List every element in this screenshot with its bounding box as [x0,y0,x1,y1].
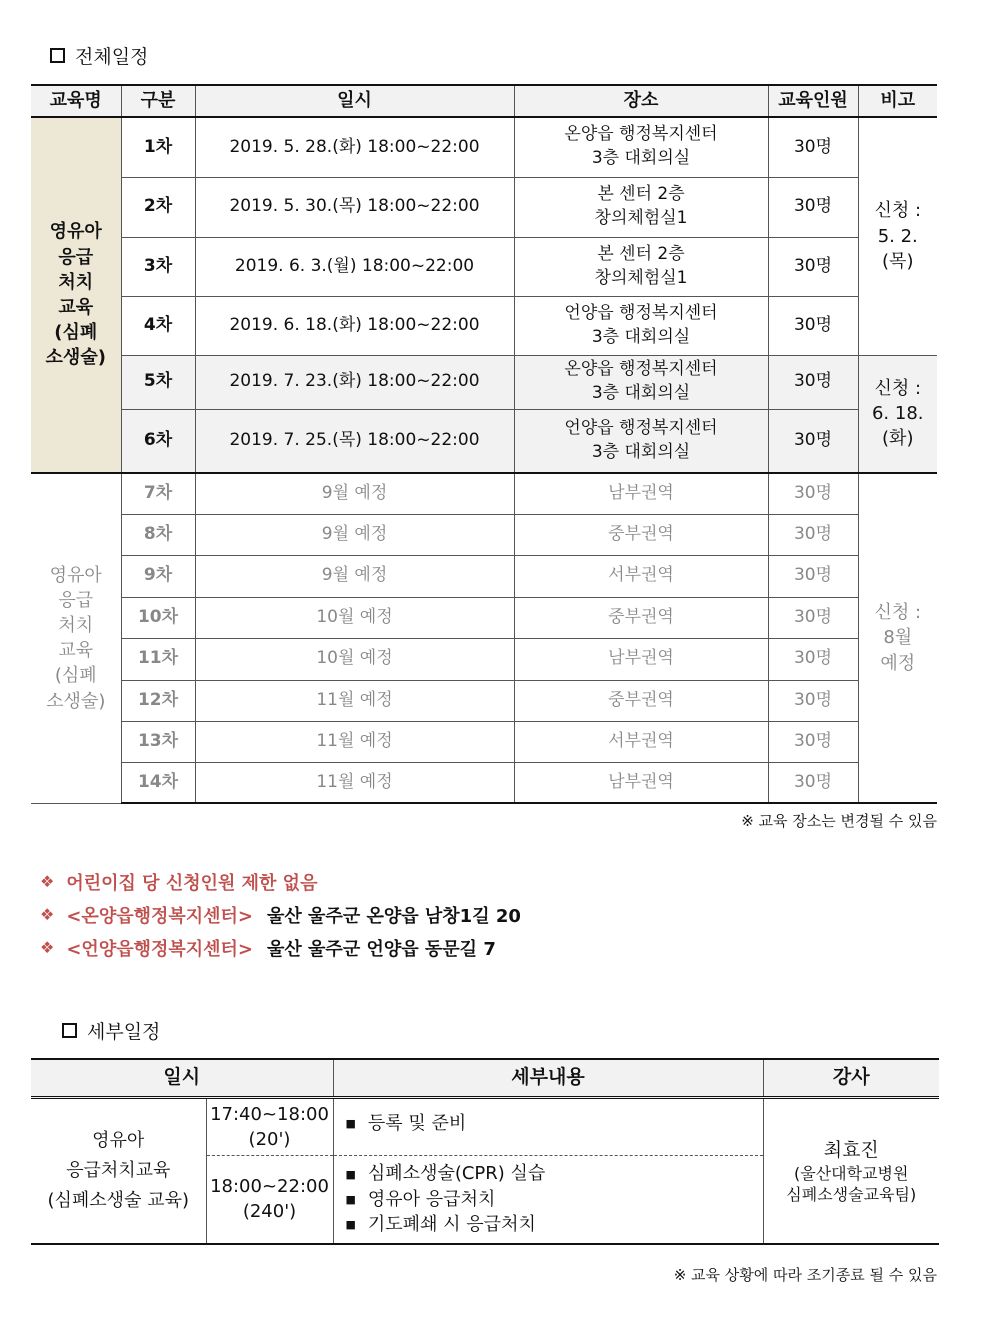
date-cell: 2019. 6. 18.(화) 18:00~22:00 [195,296,514,355]
detail-schedule-table [31,1058,939,1245]
round-cell: 7차 [121,473,195,514]
date-cell: 2019. 5. 30.(목) 18:00~22:00 [195,177,514,237]
venue-change-note: ※ 교육 장소는 변경될 수 있음 [741,812,937,830]
col-header: 세부내용 [333,1059,763,1098]
round-cell: 1차 [121,117,195,177]
date-cell: 9월 예정 [195,555,514,597]
round-cell: 4차 [121,296,195,355]
round-cell: 10차 [121,597,195,638]
round-cell: 3차 [121,237,195,296]
course-cell: 영유아 응급처치교육 (심폐소생술 교육) [31,1098,206,1244]
col-header: 교육인원 [768,85,858,117]
table-row [31,514,937,555]
col-header: 장소 [514,85,768,117]
round-cell: 2차 [121,177,195,237]
people-cell: 30명 [768,296,858,355]
table-row [31,355,937,409]
date-cell: 2019. 7. 23.(화) 18:00~22:00 [195,355,514,409]
date-cell: 2019. 5. 28.(화) 18:00~22:00 [195,117,514,177]
round-cell: 9차 [121,555,195,597]
date-cell: 2019. 7. 25.(목) 18:00~22:00 [195,409,514,473]
people-cell: 30명 [768,721,858,762]
people-cell: 30명 [768,680,858,721]
table-row [31,721,937,762]
people-cell: 30명 [768,597,858,638]
remark-cell: 신청 : 6. 18. (화) [858,355,937,473]
place-cell: 중부권역 [514,597,768,638]
time-slot-cell: 17:40~18:00 (20') [206,1098,333,1156]
people-cell: 30명 [768,514,858,555]
notice-item: ❖ <언양읍행정복지센터> 울산 울주군 언양읍 동문길 7 [40,938,496,960]
content-cell: ■ 심폐소생술(CPR) 실습 ■ 영유아 응급처치 ■ 기도폐쇄 시 응급처치 [333,1156,763,1244]
section-heading-overall [50,42,148,69]
table-row [31,177,937,237]
checkbox-square-icon [50,48,65,63]
col-header: 일시 [195,85,514,117]
people-cell: 30명 [768,177,858,237]
round-cell: 12차 [121,680,195,721]
people-cell: 30명 [768,117,858,177]
date-cell: 11월 예정 [195,762,514,803]
table-row [31,597,937,638]
table-header-row [31,1059,939,1098]
overall-schedule-table [31,84,937,804]
date-cell: 2019. 6. 3.(월) 18:00~22:00 [195,237,514,296]
round-cell: 6차 [121,409,195,473]
place-cell: 서부권역 [514,721,768,762]
table-row [31,1098,939,1156]
diamond-bullet-icon: ❖ [40,905,55,924]
notice-item: ❖ 어린이집 당 신청인원 제한 없음 [40,872,318,894]
people-cell: 30명 [768,638,858,680]
section-heading-detail [62,1017,160,1044]
people-cell: 30명 [768,409,858,473]
section-title: 전체일정 [75,46,149,68]
table-row [31,117,937,177]
course-name-cell: 영유아 응급 처치 교육 (심폐 소생술) [31,117,121,473]
place-cell: 중부권역 [514,680,768,721]
table-row [31,762,937,803]
place-cell: 본 센터 2층 창의체험실1 [514,237,768,296]
table-row [31,555,937,597]
date-cell: 10월 예정 [195,638,514,680]
place-cell: 남부권역 [514,638,768,680]
table-row [31,237,937,296]
checkbox-square-icon [62,1023,77,1038]
table-row [31,296,937,355]
round-cell: 13차 [121,721,195,762]
instructor-cell: 최효진 (울산대학교병원 심폐소생술교육팀) [763,1098,939,1244]
table-row [31,409,937,473]
place-cell: 서부권역 [514,555,768,597]
place-cell: 본 센터 2층 창의체험실1 [514,177,768,237]
remark-cell: 신청 : 5. 2. (목) [858,117,937,355]
place-cell: 언양읍 행정복지센터 3층 대회의실 [514,296,768,355]
place-cell: 중부권역 [514,514,768,555]
time-slot-cell: 18:00~22:00 (240') [206,1156,333,1244]
table-header-row [31,85,937,117]
notice-list [40,865,521,964]
round-cell: 8차 [121,514,195,555]
diamond-bullet-icon: ❖ [40,872,55,891]
people-cell: 30명 [768,355,858,409]
table-row [31,473,937,514]
col-header: 강사 [763,1059,939,1098]
square-bullet-icon: ■ [345,1192,356,1206]
round-cell: 11차 [121,638,195,680]
round-cell: 5차 [121,355,195,409]
date-cell: 11월 예정 [195,680,514,721]
place-cell: 온양읍 행정복지센터 3층 대회의실 [514,355,768,409]
notice-item: ❖ <온양읍행정복지센터> 울산 울주군 온양읍 남창1길 20 [40,905,521,927]
remark-cell: 신청 : 8월 예정 [858,473,937,803]
date-cell: 9월 예정 [195,473,514,514]
square-bullet-icon: ■ [345,1117,356,1131]
round-cell: 14차 [121,762,195,803]
section-title: 세부일정 [87,1021,161,1043]
people-cell: 30명 [768,237,858,296]
place-cell: 남부권역 [514,762,768,803]
people-cell: 30명 [768,762,858,803]
col-header: 교육명 [31,85,121,117]
table-row [31,638,937,680]
date-cell: 9월 예정 [195,514,514,555]
table-row [31,680,937,721]
date-cell: 10월 예정 [195,597,514,638]
place-cell: 언양읍 행정복지센터 3층 대회의실 [514,409,768,473]
content-cell: ■ 등록 및 준비 [333,1098,763,1156]
people-cell: 30명 [768,473,858,514]
square-bullet-icon: ■ [345,1167,356,1181]
diamond-bullet-icon: ❖ [40,938,55,957]
col-header: 비고 [858,85,937,117]
early-end-note: ※ 교육 상황에 따라 조기종료 될 수 있음 [673,1266,937,1284]
date-cell: 11월 예정 [195,721,514,762]
place-cell: 남부권역 [514,473,768,514]
square-bullet-icon: ■ [345,1218,356,1232]
place-cell: 온양읍 행정복지센터 3층 대회의실 [514,117,768,177]
col-header: 일시 [31,1059,333,1098]
col-header: 구분 [121,85,195,117]
people-cell: 30명 [768,555,858,597]
course-name-cell: 영유아 응급 처치 교육 (심폐 소생술) [31,473,121,803]
